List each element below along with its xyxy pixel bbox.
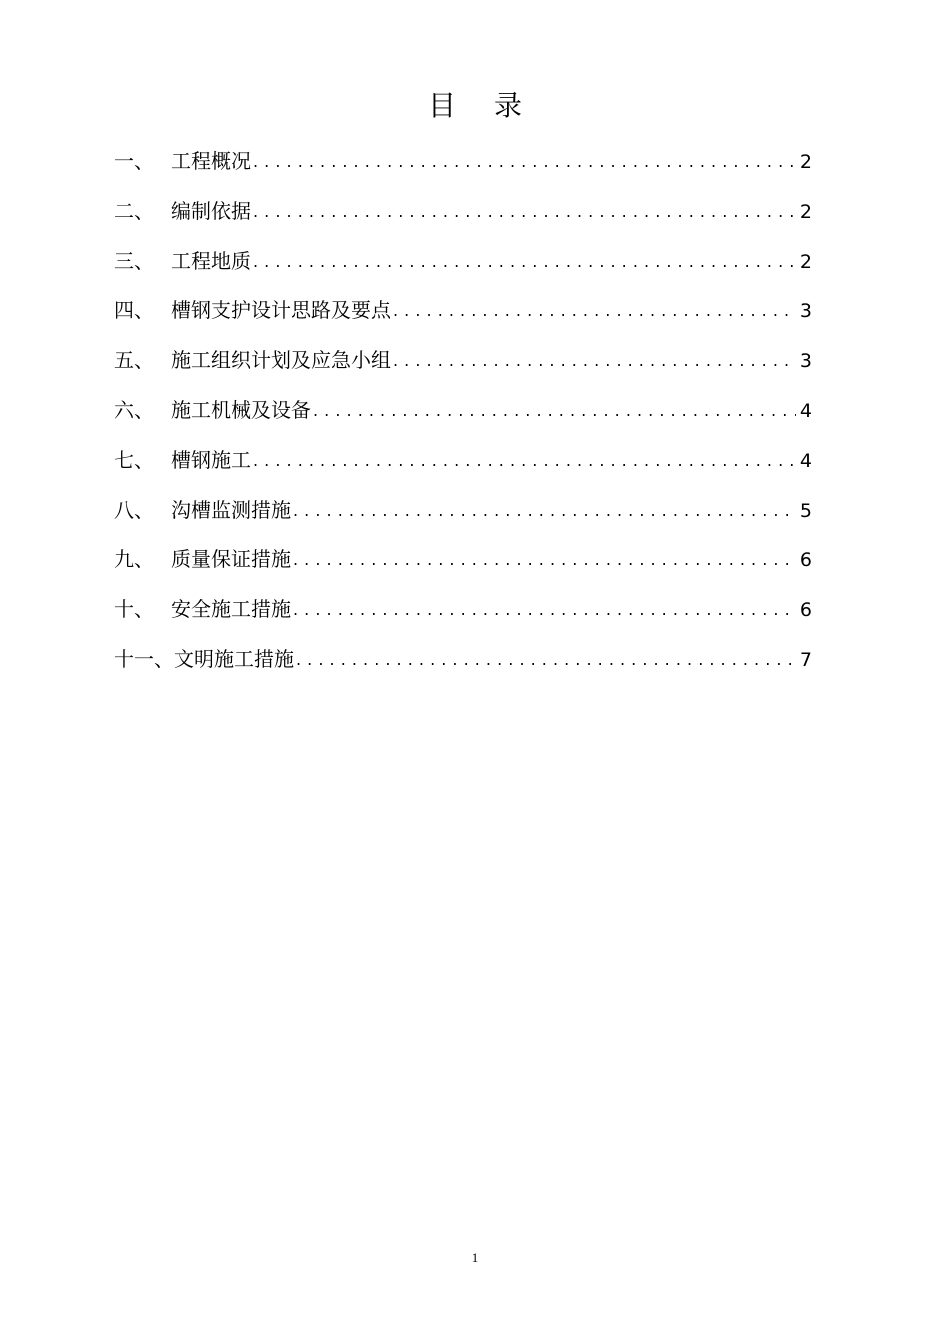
page-number: 1	[471, 1250, 479, 1265]
toc-entry-title[interactable]: 槽钢施工	[171, 447, 251, 472]
toc-entry[interactable]	[114, 345, 812, 395]
toc-entry-number: 一、	[114, 149, 154, 173]
toc-entry-page[interactable]: 2	[799, 250, 812, 273]
toc-entry-title[interactable]: 施工机械及设备	[171, 397, 311, 422]
toc-entry-page[interactable]: 4	[799, 449, 812, 472]
toc-entry[interactable]	[114, 395, 812, 445]
toc-entry[interactable]	[114, 295, 812, 345]
toc-entry[interactable]	[114, 445, 812, 495]
toc-entry-title[interactable]: 工程地质	[171, 248, 251, 273]
toc-entry[interactable]	[114, 146, 812, 196]
toc-entry[interactable]	[114, 644, 812, 694]
toc-entry-page[interactable]: 6	[799, 599, 812, 622]
toc-dot-leader	[393, 344, 796, 376]
toc-entry-number: 五、	[114, 348, 154, 373]
toc-entry-title[interactable]: 质量保证措施	[171, 547, 291, 572]
toc-entry-page[interactable]: 2	[799, 151, 812, 173]
toc-list	[114, 146, 812, 694]
toc-dot-leader	[393, 294, 796, 326]
toc-entry-number: 七、	[114, 447, 154, 472]
toc-entry-title[interactable]: 工程概况	[171, 149, 251, 173]
toc-dot-leader	[253, 444, 796, 476]
toc-entry-page[interactable]: 5	[799, 499, 812, 522]
toc-title-char: 目	[427, 89, 456, 122]
toc-entry-title[interactable]: 沟槽监测措施	[171, 497, 291, 522]
toc-entry-title[interactable]: 编制依据	[171, 198, 251, 223]
toc-entry[interactable]	[114, 594, 812, 644]
toc-entry[interactable]	[114, 246, 812, 296]
toc-dot-leader	[293, 494, 796, 526]
toc-dot-leader	[253, 245, 796, 277]
toc-entry-title[interactable]: 施工组织计划及应急小组	[171, 348, 391, 373]
toc-dot-leader	[313, 394, 796, 426]
toc-entry-page[interactable]: 7	[799, 648, 812, 671]
toc-dot-leader	[253, 195, 796, 227]
toc-entry-page[interactable]: 3	[799, 350, 812, 373]
toc-entry[interactable]	[114, 544, 812, 594]
toc-dot-leader	[253, 145, 796, 177]
toc-entry-page[interactable]: 2	[799, 200, 812, 223]
toc-entry-number: 二、	[114, 198, 154, 223]
toc-entry-page[interactable]: 3	[799, 300, 812, 323]
toc-dot-leader	[293, 593, 796, 625]
toc-title-char: 录	[494, 89, 523, 122]
toc-dot-leader	[293, 543, 796, 575]
toc-entry[interactable]	[114, 196, 812, 246]
toc-entry-title[interactable]: 槽钢支护设计思路及要点	[171, 298, 391, 323]
toc-entry-number: 四、	[114, 298, 154, 323]
toc-title	[0, 86, 950, 126]
toc-entry-page[interactable]: 6	[799, 549, 812, 572]
toc-entry[interactable]	[114, 495, 812, 545]
toc-entry-title[interactable]: 文明施工措施	[174, 646, 294, 671]
toc-dot-leader	[296, 643, 796, 675]
toc-entry-number: 三、	[114, 248, 154, 273]
toc-entry-page[interactable]: 4	[799, 399, 812, 422]
toc-entry-title[interactable]: 安全施工措施	[171, 597, 291, 622]
toc-entry-number: 九、	[114, 547, 154, 572]
toc-entry-number: 六、	[114, 397, 154, 422]
toc-entry-number: 八、	[114, 497, 154, 522]
toc-entry-number: 十、	[114, 597, 154, 622]
toc-entry-number: 十一、	[114, 646, 174, 671]
